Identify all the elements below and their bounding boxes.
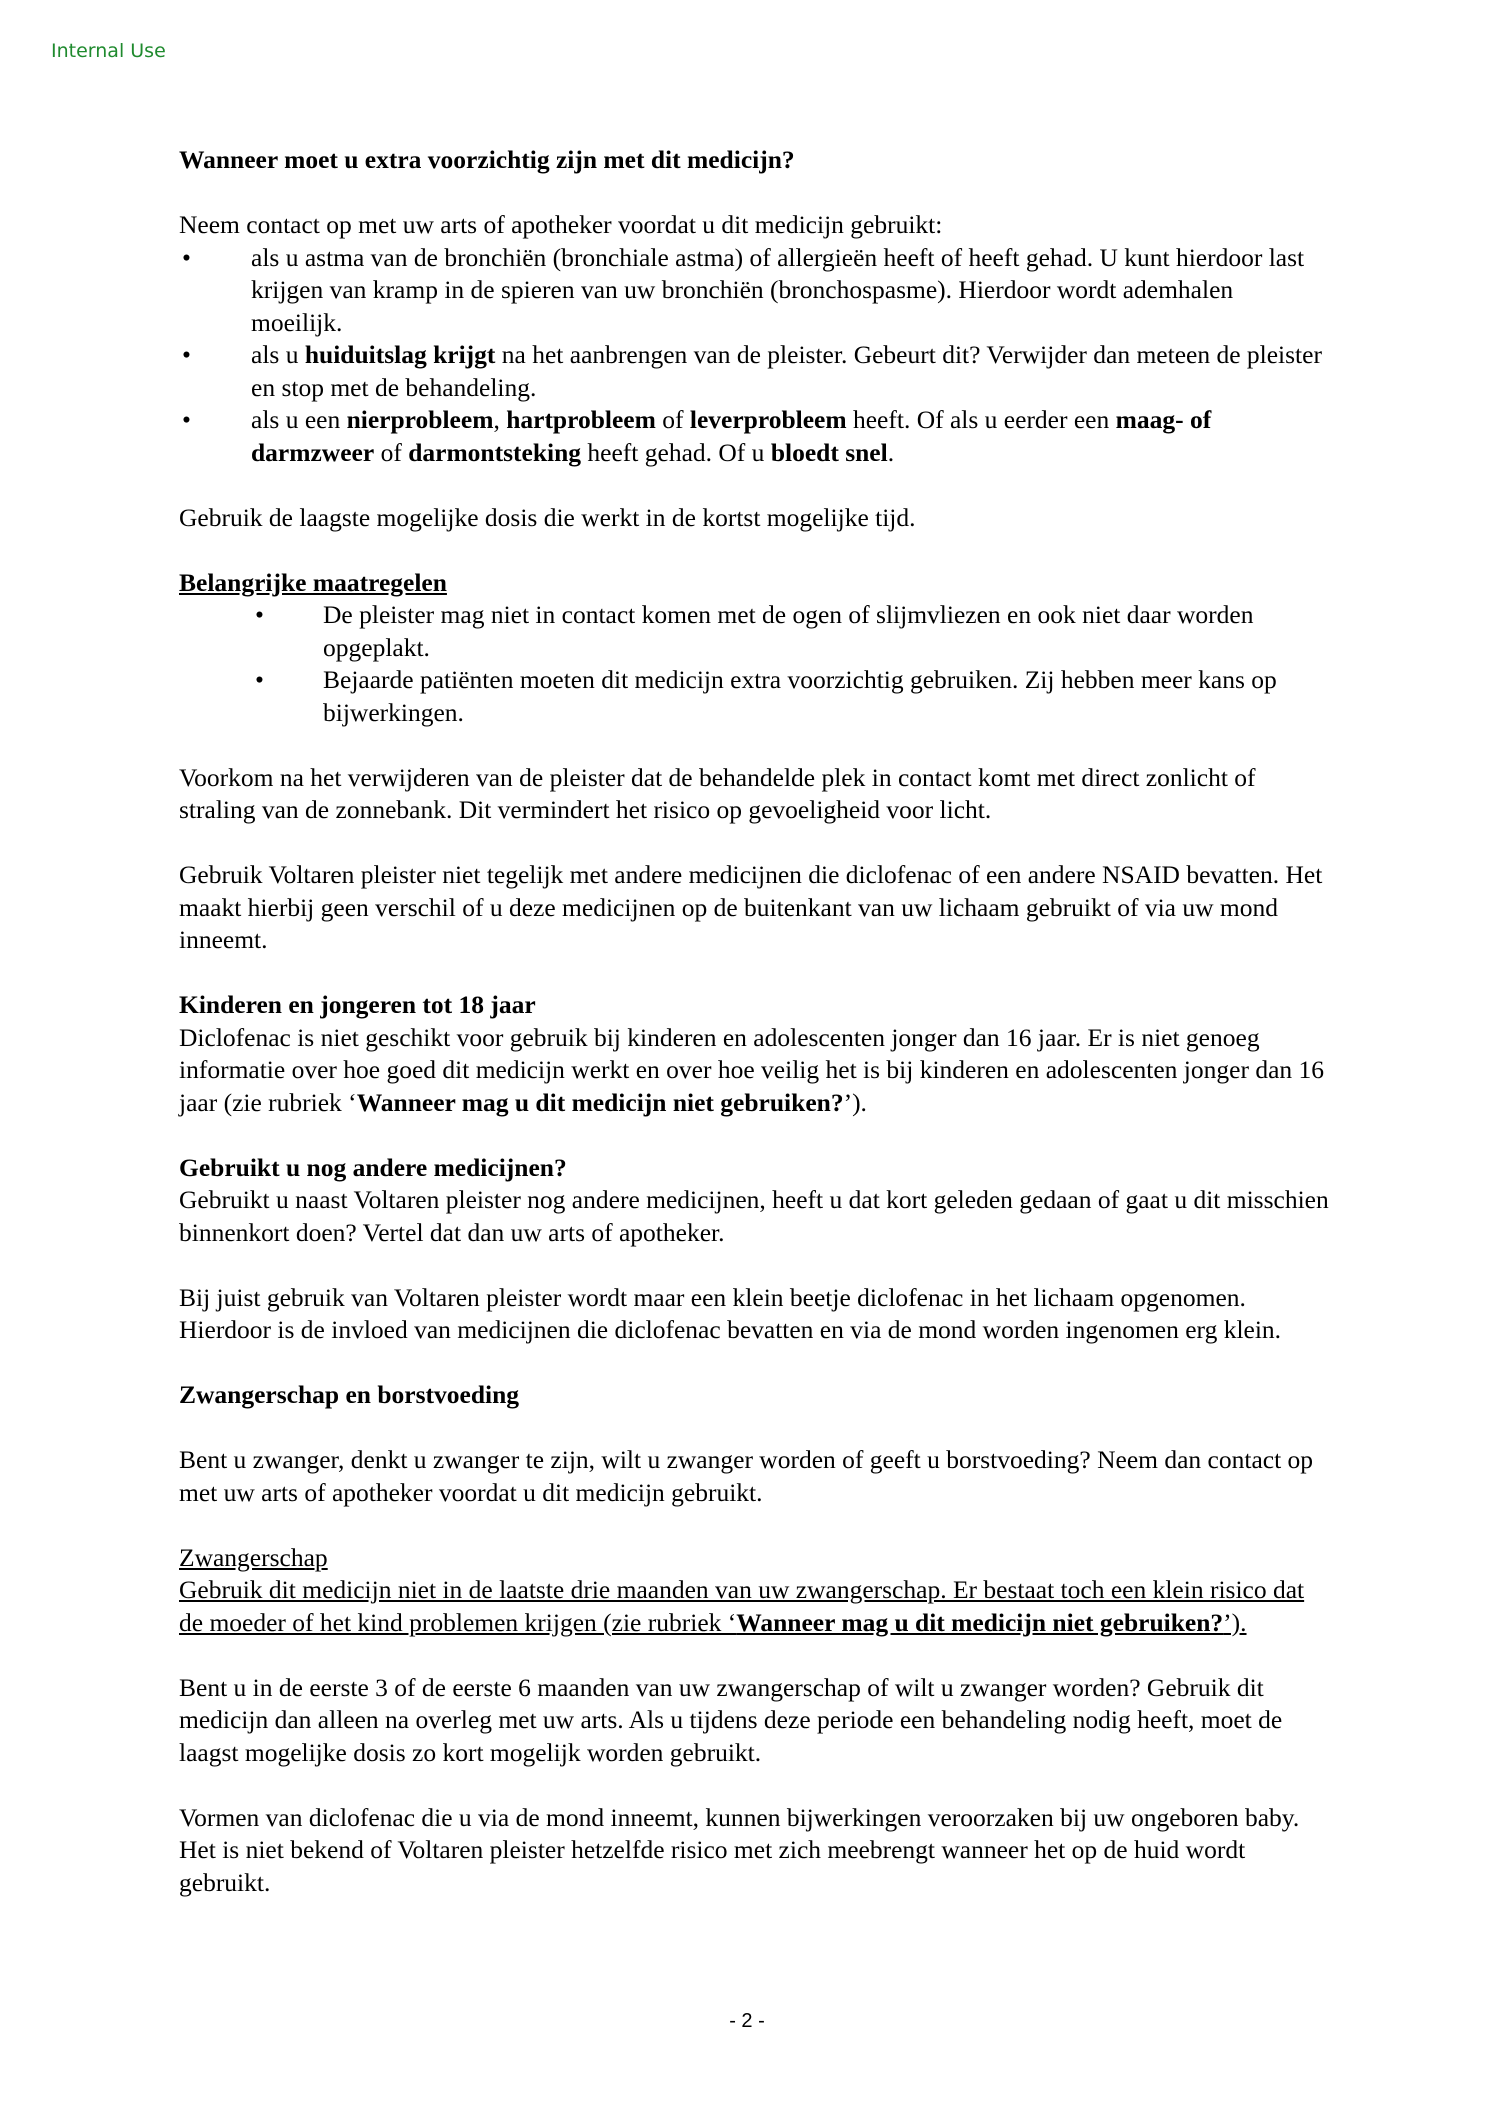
subheading-pregnancy: Zwangerschap bbox=[179, 1542, 328, 1572]
absorption-paragraph: Bij juist gebruik van Voltaren pleister wordt maar een klein beetje diclofenac in het lichaam opgenomen. Hierdoor is de invloed van medicijnen die diclofenac bevatten en via de mond worden ingenomen erg klein. bbox=[179, 1282, 1282, 1344]
other-medicines-paragraph: Gebruikt u naast Voltaren pleister nog andere medicijnen, heeft u dat kort geleden gedaan of gaat u dit misschien binnenkort doen? Vertel dat dan uw arts of apotheker. bbox=[179, 1185, 1329, 1247]
section-heading-other-medicines: Gebruikt u nog andere medicijnen? bbox=[179, 1152, 567, 1182]
children-paragraph: Diclofenac is niet geschikt voor gebruik bij kinderen en adolescenten jonger dan 16 jaar. Er is niet genoeg informatie over hoe goed dit medicijn werkt en over hoe veilig het is bij kinderen en adolescenten jonger dan 16 jaar (zie rubriek ‘Wanneer mag u dit medicijn niet gebruiken?’). bbox=[179, 1022, 1325, 1117]
bullet-icon: • bbox=[255, 665, 264, 694]
bullet-icon: • bbox=[182, 242, 191, 272]
pregnancy-warning: Gebruik dit medicijn niet in de laatste drie maanden van uw zwangerschap. Er bestaat toch een klein risico dat de moeder of het kind problemen krijgen (zie rubriek ‘Wanneer mag u dit medicijn niet gebruiken?’). bbox=[179, 1575, 1305, 1637]
list-item: • De pleister mag niet in contact komen met de ogen of slijmvliezen en ook niet daar worden opgeplakt. bbox=[255, 600, 1254, 662]
nsaid-paragraph: Gebruik Voltaren pleister niet tegelijk met andere medicijnen die diclofenac of een andere NSAID bevatten. Het maakt hierbij geen verschil of u deze medicijnen op de buitenkant van uw lichaam gebruikt of via uw mond inneemt. bbox=[179, 860, 1323, 954]
caution-intro: Neem contact op met uw arts of apotheker voordat u dit medicijn gebruikt: bbox=[179, 210, 943, 239]
dose-paragraph: Gebruik de laagste mogelijke dosis die werkt in de kortst mogelijke tijd. bbox=[179, 502, 916, 532]
bullet-icon: • bbox=[255, 600, 264, 629]
bullet-icon: • bbox=[182, 340, 191, 369]
section-heading-pregnancy: Zwangerschap en borstvoeding bbox=[179, 1380, 520, 1409]
classification-label: Internal Use bbox=[51, 40, 166, 62]
section-heading-measures: Belangrijke maatregelen bbox=[179, 567, 447, 597]
early-pregnancy-paragraph: Bent u in de eerste 3 of de eerste 6 maanden van uw zwangerschap of wilt u zwanger worden? Gebruik dit medicijn dan alleen na overleg met uw arts. Als u tijdens deze periode een behandeling nodig heeft, moet de laagst mogelijke dosis zo kort mogelijk worden gebruikt. bbox=[179, 1672, 1283, 1767]
section-heading-caution: Wanneer moet u extra voorzichtig zijn met dit medicijn? bbox=[179, 145, 795, 174]
list-item: • als u huiduitslag krijgt na het aanbrengen van de pleister. Gebeurt dit? Verwijder dan meteen de pleister en stop met de behandeling. bbox=[182, 340, 1322, 402]
list-item: • Bejaarde patiënten moeten dit medicijn extra voorzichtig gebruiken. Zij hebben meer kans op bijwerkingen. bbox=[255, 665, 1277, 727]
list-item: • als u astma van de bronchiën (bronchiale astma) of allergieën heeft of heeft gehad. U kunt hierdoor last krijgen van kramp in de spieren van uw bronchiën (bronchospasme). Hierdoor wordt ademhalen moeilijk. bbox=[182, 242, 1305, 337]
section-heading-children: Kinderen en jongeren tot 18 jaar bbox=[179, 990, 536, 1019]
pregnancy-intro: Bent u zwanger, denkt u zwanger te zijn, wilt u zwanger worden of geeft u borstvoeding? Neem dan contact op met uw arts of apotheker voordat u dit medicijn gebruikt. bbox=[179, 1445, 1314, 1507]
caution-list bbox=[179, 242, 1329, 470]
bullet-icon: • bbox=[182, 405, 191, 434]
list-item: • als u een nierprobleem, hartprobleem of leverprobleem heeft. Of als u eerder een maag- of darmzweer of darmontsteking heeft gehad. Of u bloedt snel. bbox=[182, 405, 1212, 467]
document-page bbox=[179, 144, 1329, 1899]
oral-forms-paragraph: Vormen van diclofenac die u via de mond inneemt, kunnen bijwerkingen veroorzaken bij uw ongeboren baby. Het is niet bekend of Voltaren pleister hetzelfde risico met zich meebrengt wanneer het op de huid wordt gebruikt. bbox=[179, 1802, 1300, 1897]
measures-list bbox=[179, 599, 1329, 729]
sunlight-paragraph: Voorkom na het verwijderen van de pleister dat de behandelde plek in contact komt met direct zonlicht of straling van de zonnebank. Dit vermindert het risico op gevoeligheid voor licht. bbox=[179, 762, 1256, 824]
page-number: - 2 - bbox=[729, 2010, 765, 2032]
